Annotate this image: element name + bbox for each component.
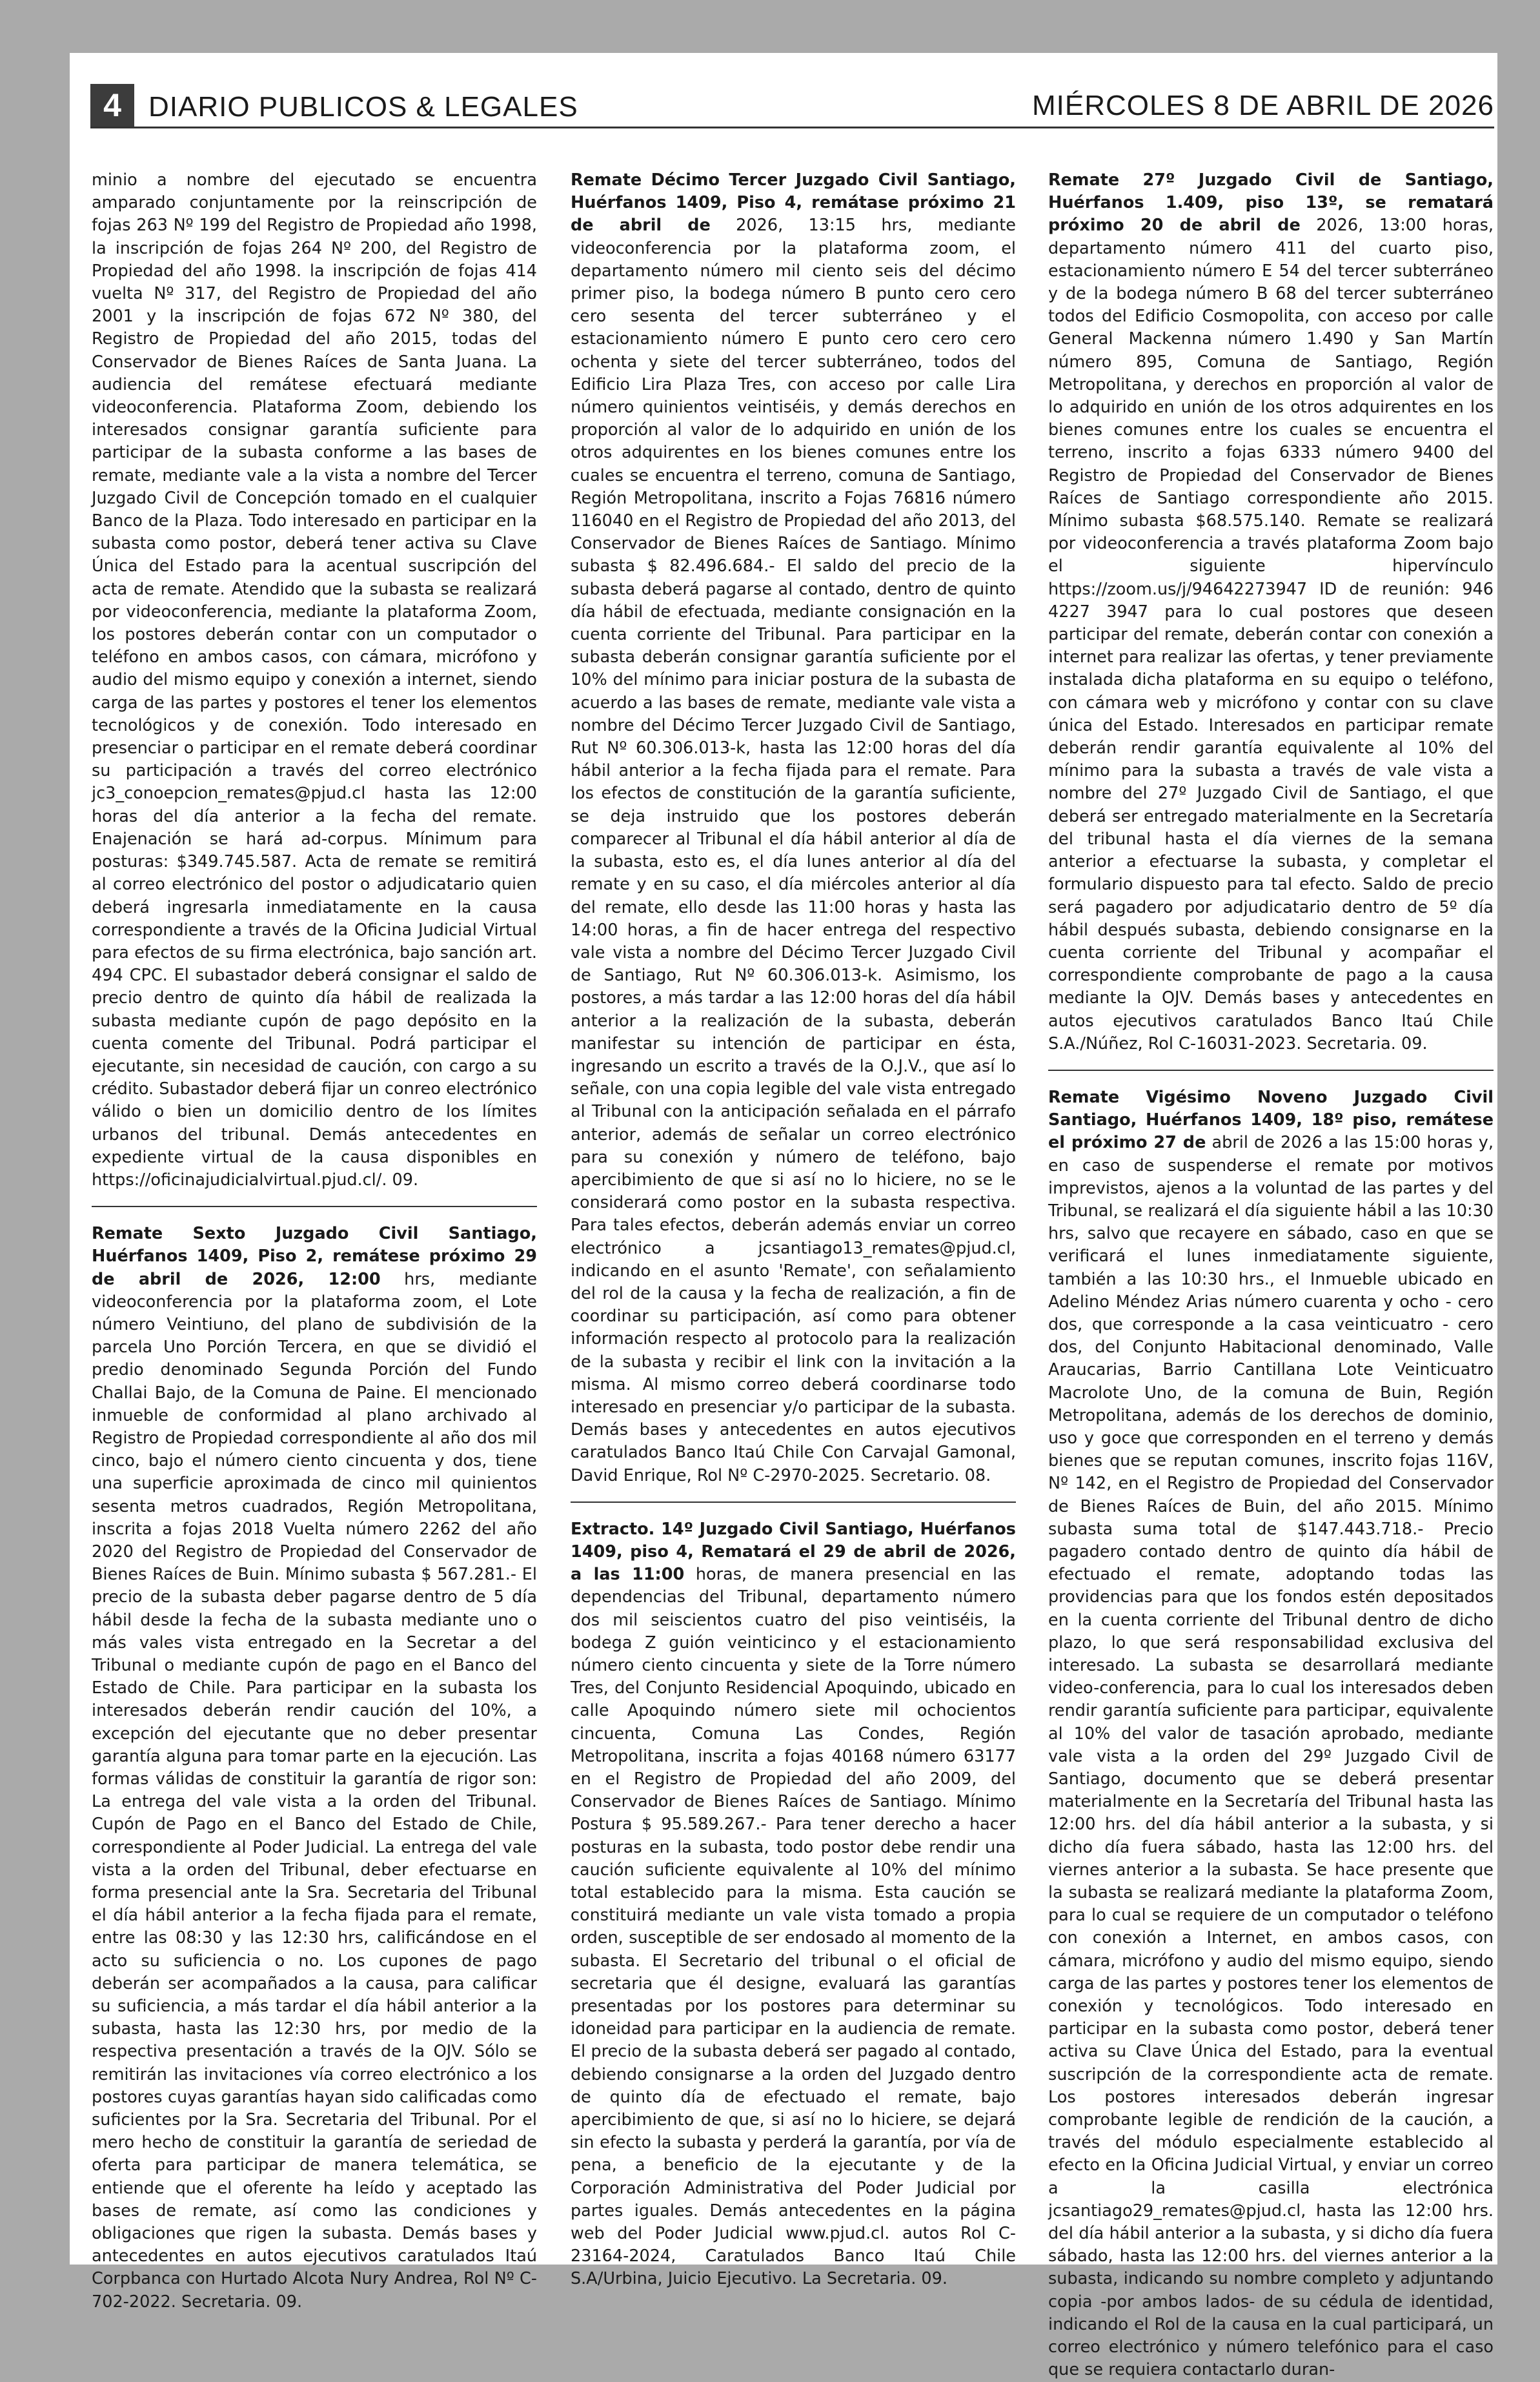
- publication-title: DIARIO PUBLICOS & LEGALES: [148, 91, 578, 123]
- page-header: [90, 84, 1494, 127]
- notice-decimo-tercer-juzgado: [571, 169, 1016, 1487]
- notice-continued: [92, 169, 537, 1192]
- notice-body: horas, de manera presencial en las dependencias del Tribunal, departamento número dos mil seiscientos cuatro del piso veintiséis, la bodega Z guión veinticinco y el estacionamiento número ciento cincuenta y siete de la Torre número Tres, del Conjunto Residencial Apoquindo, ubicado en calle Apoquindo número siete mil ochocientos cincuenta, Comuna Las Condes, Región Metropolitana, inscrita a fojas 40168 número 63177 en el Registro de Propiedad del año 2009, del Conservador de Bienes Raíces de Santiago. Mínimo Postura $ 95.589.267.- Para tener derecho a hacer posturas en la subasta, todo postor debe rendir una caución suficiente equivalente al 10% del mínimo total establecido para la misma. Esta caución se constituirá mediante un vale vista tomado a propia orden, susceptible de ser endosado al momento de la subasta. El Secretario del tribunal o el oficial de secretaria que él designe, evaluará las garantías presentadas por los postores para determinar su idoneidad para participar en la audiencia de remate. El precio de la subasta deberá ser pagado al contado, debiendo consignarse a la orden del Juzgado dentro de quinto día de efectuado el remate, bajo apercibimiento de que, si así no lo hiciere, se dejará sin efecto la subasta y perderá la garantía, por vía de pena, a beneficio de la ejecutante y de la Corporación Administrativa del Poder Judicial por partes iguales. Demás antecedentes en la página web del Poder Judicial www.pjud.cl. autos Rol C-23164-2024, Caratulados Banco Itaú Chile S.A/Urbina, Juicio Ejecutivo. La Secretaria. 09.: [571, 1565, 1016, 2289]
- notice-body: abril de 2026 a las 15:00 horas y, en caso de suspenderse el remate por motivos imprevistos, ajenos a la voluntad de las partes y del Tribunal, se realizará el día siguiente hábil a las 10:30 hrs, salvo que recayere en sábado, caso en que se verificará el lunes inmediatamente siguiente, también a las 10:30 hrs., el Inmueble ubicado en Adelino Méndez Arias número cuarenta y ocho - cero dos, que corresponde a la casa veinticuatro - cero dos, del Conjunto Habitacional denominado, Valle Araucarias, Barrio Cantillana Lote Veinticuatro Macrolote Uno, de la comuna de Buin, Región Metropolitana, además de los derechos de dominio, uso y goce que corresponden en el terreno y demás bienes que se reputan comunes, inscrito fojas 116V, Nº 142, en el Registro de Propiedad del Conservador de Bienes Raíces de Buin, del año 2015. Mínimo subasta suma total de $147.443.718.- Precio pagadero contado dentro de quinto día hábil de efectuado el remate, adoptando todas las providencias para que los fondos estén depositados en la cuenta corriente del Tribunal dentro de dicho plazo, lo que será responsabilidad exclusiva del interesado. La subasta se desarrollará mediante video-conferencia, para lo cual los interesados deben rendir garantía suficiente para participar, equivalente al 10% del valor de tasación aprobado, mediante vale vista a la orden del 29º Juzgado Civil de Santiago, documento que se deberá presentar materialmente en la Secretaría del Tribunal hasta las 12:00 hrs. del día hábil anterior a la subasta, y si dicho día fuera sábado, hasta las 12:00 hrs. del viernes anterior a la subasta. Se hace presente que la subasta se realizará mediante la plataforma Zoom, para lo cual se requiere de un computador o teléfono con conexión a Internet, en ambos casos, con cámara, micrófono y audio del mismo equipo, siendo carga de las partes y postores tener los elementos de conexión y tecnológicos. Todo interesado en participar en la subasta como postor, deberá tener activa su Clave Única del Estado, para la eventual suscripción de la correspondiente acta de remate. Los postores interesados deberán ingresar comprobante legible de rendición de la caución, a través del módulo especialmente establecido al efecto en la Oficina Judicial Virtual, y enviar un correo a la casilla electrónica jcsantiago29_remates@pjud.cl, hasta las 12:00 hrs. del día hábil anterior a la subasta, y si dicho día fuera sábado, hasta las 12:00 hrs. del viernes anterior a la subasta, indicando su nombre completo y adjuntando copia -por ambos lados- de su cédula de identidad, indicando el Rol de la causa en la cual participará, un correo electrónico y número telefónico para el caso que se requiera contactarlo duran-: [1048, 1133, 1494, 2380]
- notice-vigesimo-noveno-juzgado: [1048, 1086, 1494, 2382]
- header-divider: [90, 127, 1494, 128]
- notice-divider: [1048, 1070, 1494, 1071]
- notice-sexto-juzgado: [92, 1223, 537, 2314]
- notice-divider: [92, 1206, 537, 1207]
- notice-body: minio a nombre del ejecutado se encuentra amparado conjuntamente por la reinscripción de fojas 263 Nº 199 del Registro de Propiedad año 1998, la inscripción de fojas 264 Nº 200, del Registro de Propiedad del año 1998. la inscripción de fojas 414 vuelta Nº 317, del Registro de Propiedad del año 2001 y la inscripción de fojas 672 Nº 380, del Registro de Propiedad del año 2015, todas del Conservador de Bienes Raíces de Santa Juana. La audiencia del remátese efectuará mediante videoconferencia. Plataforma Zoom, debiendo los interesados consignar garantía suficiente para participar de la subasta conforme a las bases de remate, mediante vale a la vista a nombre del Tercer Juzgado Civil de Concepción tomado en el cualquier Banco de la Plaza. Todo interesado en participar en la subasta como postor, deberá tener activa su Clave Única del Estado para la acentual suscripción del acta de remate. Atendido que la subasta se realizará por videoconferencia, mediante la plataforma Zoom, los postores deberán contar con un computador o teléfono en ambos casos, con cámara, micrófono y audio del mismo equipo y conexión a internet, siendo carga de las partes y postores el tener los elementos tecnológicos y de conexión. Todo interesado en presenciar o participar en el remate deberá coordinar su participación a través del correo electrónico jc3_conoepcion_remates@pjud.cl hasta las 12:00 horas del día anterior a la fecha del remate. Enajenación se hará ad-corpus. Mínimum para posturas: $349.745.587. Acta de remate se remitirá al correo electrónico del postor o adjudicatario quien deberá ingresarla inmediatamente en la causa correspondiente a través de la Oficina Judicial Virtual para efectos de su firma electrónica, bajo sanción art. 494 CPC. El subastador deberá consignar el saldo de precio dentro de quinto día hábil de realizada la subasta mediante cupón de pago depósito en la cuenta comente del Tribunal. Podrá participar el ejecutante, sin necesidad de caución, con cargo a su crédito. Subastador deberá fijar un conreo electrónico válido o bien un domicilio dentro de los límites urbanos del tribunal. Demás antecedentes en expediente virtual de la causa disponibles en https://oficinajudicialvirtual.pjud.cl/. 09.: [92, 170, 537, 1190]
- notice-heading: Remate 27º Juzgado Civil de Santiago, Huérfanos 1.409, piso 13º, se rematará próximo 20 de abril de: [1048, 170, 1494, 236]
- notice-divider: [571, 1501, 1016, 1503]
- publication-date: MIÉRCOLES 8 DE ABRIL DE 2026: [1032, 90, 1494, 121]
- notice-heading: Remate Sexto Juzgado Civil Santiago, Huérfanos 1409, Piso 2, remátese próximo 29 de abril de 2026, 12:00: [92, 1224, 537, 1289]
- notice-heading: Extracto. 14º Juzgado Civil Santiago, Huérfanos 1409, piso 4, Rematará el 29 de abril de 2026, a las 11:00: [571, 1519, 1016, 1585]
- notice-body: hrs, mediante videoconferencia por la plataforma zoom, el Lote número Veintiuno, del plano de subdivisión de la parcela Uno Porción Tercera, en que se dividió el predio denominado Segunda Porción del Fundo Challai Bajo, de la Comuna de Paine. El mencionado inmueble de conformidad al plano archivado al Registro de Propiedad correspondiente al año dos mil cinco, bajo el número ciento cincuenta y dos, tiene una superficie aproximada de cinco mil quinientos sesenta metros cuadrados, Región Metropolitana, inscrita a fojas 2018 Vuelta número 2262 del año 2020 del Registro de Propiedad del Conservador de Bienes Raíces de Buin. Mínimo subasta $ 567.281.- El precio de la subasta deber pagarse dentro de 5 día hábil desde la fecha de la subasta mediante uno o más vales vista entregado en la Secretar a del Tribunal o mediante cupón de pago en el Banco del Estado de Chile. Para participar en la subasta los interesados deberán rendir caución del 10%, a excepción del ejecutante que no deber presentar garantía alguna para tomar parte en la ejecución. Las formas válidas de constituir la garantía de rigor son: La entrega del vale vista a la orden del Tribunal. Cupón de Pago en el Banco del Estado de Chile, correspondiente al Poder Judicial. La entrega del vale vista a la orden del Tribunal, deber efectuarse en forma presencial ante la Sra. Secretaria del Tribunal el día hábil anterior a la fecha fijada para el remate, entre las 08:30 y las 12:30 hrs, calificándose en el acto su suficiencia o no. Los cupones de pago deberán ser acompañados a la causa, para calificar su suficiencia, a más tardar el día hábil anterior a la subasta, hasta las 12:30 hrs, por medio de la respectiva presentación a través de la OJV. Sólo se remitirán las invitaciones vía correo electrónico a los postores cuyas garantías hayan sido calificadas como suficientes por la Sra. Secretaria del Tribunal. Por el mero hecho de constituir la garantía de seriedad de oferta para participar de manera telemática, se entiende que el oferente ha leído y aceptado las bases de remate, así como las condiciones y obligaciones que rigen la subasta. Demás bases y antecedentes en autos ejecutivos caratulados Itaú Corpbanca con Hurtado Alcota Nury Andrea, Rol Nº C-702-2022. Secretaria. 09.: [92, 1269, 538, 2312]
- column-2: [571, 169, 1016, 2289]
- notice-27-juzgado: [1048, 169, 1494, 1055]
- page-number: 4: [90, 84, 134, 127]
- notice-heading: Remate Vigésimo Noveno Juzgado Civil Santiago, Huérfanos 1409, 18º piso, remátese el próximo 27 de: [1048, 1087, 1494, 1153]
- notice-body: 2026, 13:15 hrs, mediante videoconferencia por la plataforma zoom, el departamento número mil ciento seis del décimo primer piso, la bodega número B punto cero cero cero sesenta del tercer subterráneo y el estacionamiento número E punto cero cero cero ochenta y siete del tercer subterráneo, todos del Edificio Lira Plaza Tres, con acceso por calle Lira número quinientos veintiséis, y demás derechos en proporción al valor de lo adquirido en unión de los otros adquirentes en los bienes comunes entre los cuales se encuentra el terreno, comuna de Santiago, Región Metropolitana, inscrito a Fojas 76816 número 116040 en el Registro de Propiedad del año 2013, del Conservador de Bienes Raíces de Santiago. Mínimo subasta $ 82.496.684.- El saldo del precio de la subasta deberá pagarse al contado, dentro de quinto día hábil de efectuada, mediante consignación en la cuenta corriente del Tribunal. Para participar en la subasta deberán consignar garantía suficiente por el 10% del mínimo para iniciar postura de la subasta de acuerdo a las bases de remate, mediante vale vista a nombre del Décimo Tercer Juzgado Civil de Santiago, Rut Nº 60.306.013-k, hasta las 12:00 horas del día hábil anterior a la fecha fijada para el remate. Para los efectos de constitución de la garantía suficiente, se deja instruido que los postores deberán comparecer al Tribunal el día hábil anterior al día de la subasta, esto es, el día lunes anterior al día del remate y en su caso, el día miércoles anterior al día del remate, ello desde las 11:00 horas y hasta las 14:00 horas, a fin de hacer entrega del respectivo vale vista a nombre del Décimo Tercer Juzgado Civil de Santiago, Rut Nº 60.306.013-k. Asimismo, los postores, a más tardar a las 12:00 horas del día hábil anterior a la realización de la subasta, deberán manifestar su intención de participar en ésta, ingresando un escrito a través de la O.J.V., que así lo señale, con una copia legible del vale vista entregado al Tribunal con la anticipación señalada en el párrafo anterior, además de señalar un correo electrónico para su conexión y número de teléfono, bajo apercibimiento de que si así no lo hiciere, no se le considerará como postor en la subasta respectiva. Para tales efectos, deberán además enviar un correo electrónico a jcsantiago13_remates@pjud.cl, indicando en el asunto 'Remate', con señalamiento del rol de la causa y la fecha de realización, a fin de coordinar su participación, así como para obtener información respecto al protocolo para la realización de la subasta y recibir el link con la invitación a la misma. Al mismo correo deberá coordinarse todo interesado en presenciar y/o participar de la subasta. Demás bases y antecedentes en autos ejecutivos caratulados Banco Itaú Chile Con Carvajal Gamonal, David Enrique, Rol Nº C-2970-2025. Secretario. 08.: [571, 216, 1016, 1485]
- notice-14-juzgado: [571, 1518, 1016, 2291]
- notice-heading: Remate Décimo Tercer Juzgado Civil Santiago, Huérfanos 1409, Piso 4, remátase próximo 21 de abril de: [571, 170, 1016, 236]
- column-3: [1048, 169, 1494, 2380]
- column-1: [92, 169, 538, 2312]
- notice-body: 2026, 13:00 horas, departamento número 411 del cuarto piso, estacionamiento número E 54 del tercer subterráneo y de la bodega número B 68 del tercer subterráneo todos del Edificio Cosmopolita, con acceso por calle General Mackenna número 1.490 y San Martín número 895, Comuna de Santiago, Región Metropolitana, y derechos en proporción al valor de lo adquirido en unión de los otros adquirentes en los bienes comunes entre los cuales se encuentra el terreno, inscrito a fojas 6333 número 9400 del Registro de Propiedad del Conservador de Bienes Raíces de Santiago correspondiente año 2015. Mínimo subasta $68.575.140. Remate se realizará por videoconferencia a través plataforma Zoom bajo el siguiente hipervínculo https://zoom.us/j/94642273947 ID de reunión: 946 4227 3947 para lo cual postores que deseen participar del remate, deberán contar con conexión a internet para realizar las ofertas, y tener previamente instalada dicha plataforma en su equipo o teléfono, con cámara web y micrófono y contar con su clave única del Estado. Interesados en participar remate deberán rendir garantía equivalente al 10% del mínimo para la subasta a través de vale vista a nombre del 27º Juzgado Civil de Santiago, el que deberá ser entregado materialmente en la Secretaría del tribunal hasta el día viernes de la semana anterior a efectuarse la subasta, y completar el formulario dispuesto para tal efecto. Saldo de precio será pagadero por adjudicatario dentro de 5º día hábil después subasta, debiendo consignarse en la cuenta corriente del Tribunal y acompañar el correspondiente comprobante de pago a la causa mediante la OJV. Demás bases y antecedentes en autos ejecutivos caratulados Banco Itaú Chile S.A./Núñez, Rol C-16031-2023. Secretaria. 09.: [1048, 216, 1494, 1054]
